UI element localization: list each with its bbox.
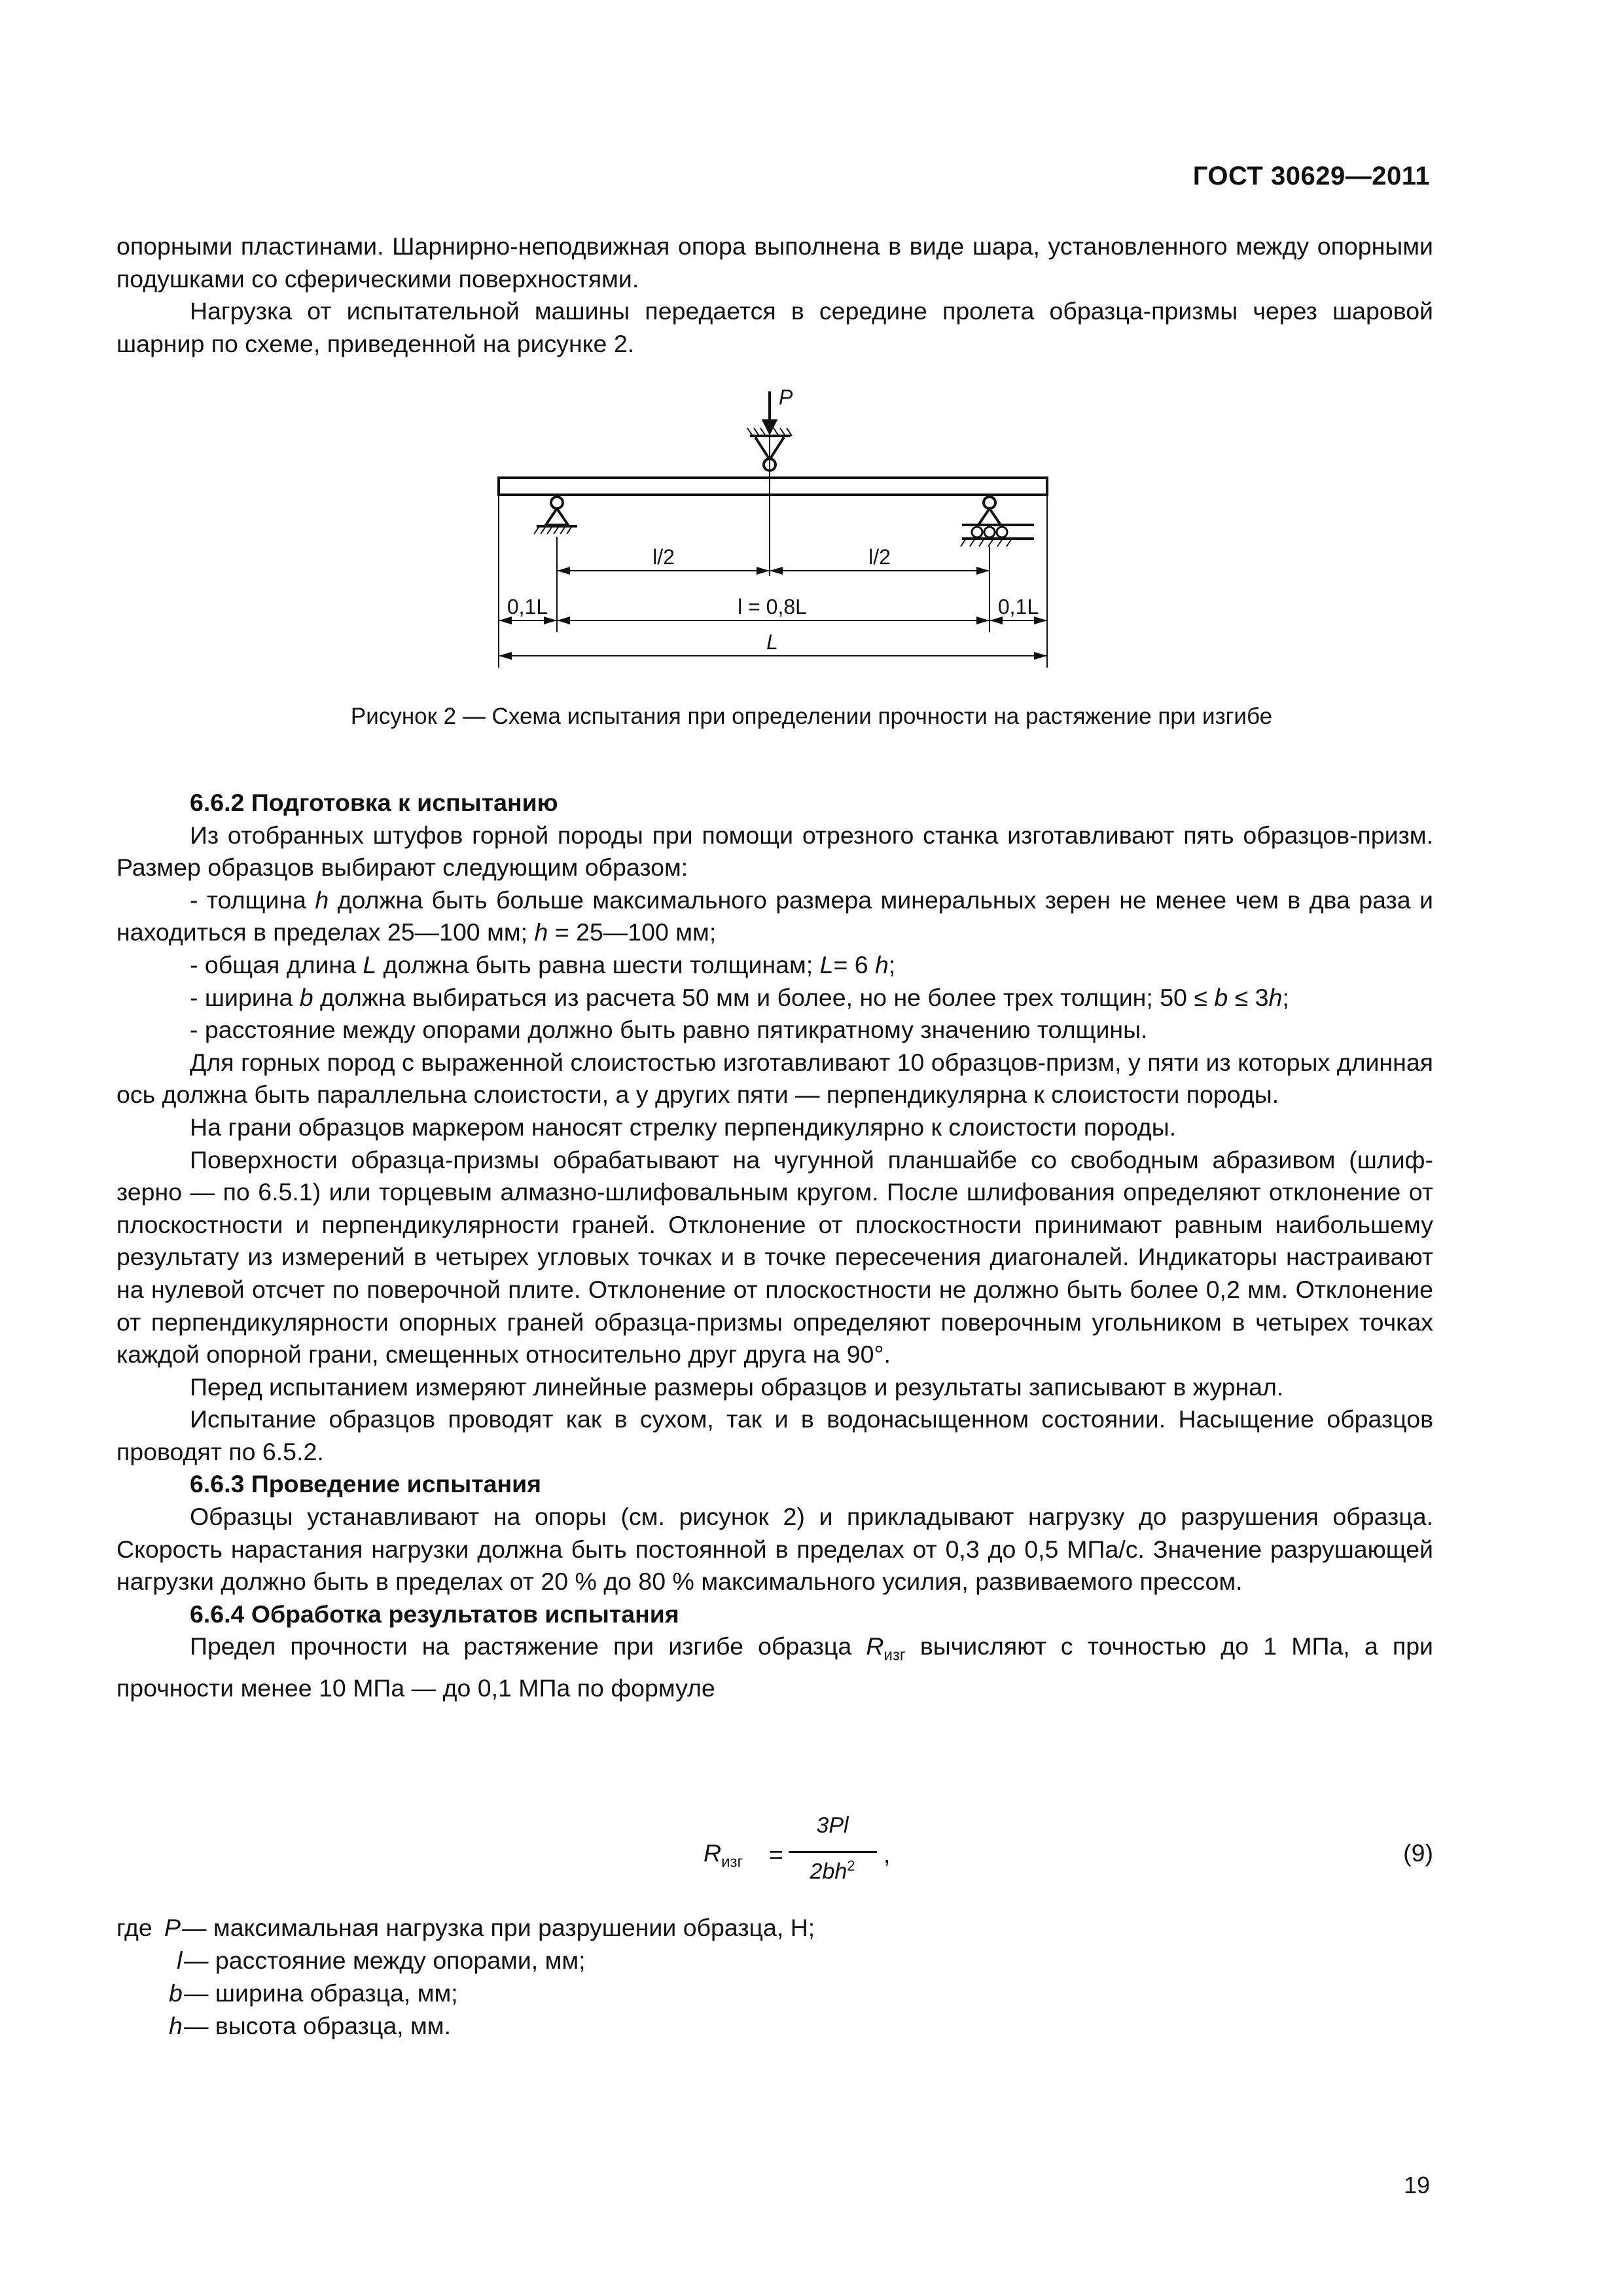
paragraph: Перед испытанием измеряют линейные размеры образцов и результаты записывают в журнал.	[190, 1372, 1284, 1401]
formula-lhs: $R_{изг}$	[704, 1839, 743, 1871]
equation-number: (9)	[1403, 1839, 1433, 1867]
list-item: - ширина b должна выбираться из расчета 50 мм и более, но не более трех толщин; 50 ≤ b ≤ 3h;	[190, 983, 1289, 1011]
paragraph: Образцы устанавливают на опоры (см. рисунок 2) и прикладывают нагрузку до разрушения образца. Скорость нарастания нагрузки должна быть постоянной в пределах от 0,3 до 0,5 МПа/с. Значение разрушающей нагрузки должно быть в пределах от 20 % до 80 % максимального усилия, развиваемого прессом.	[116, 1503, 1433, 1596]
beam	[499, 478, 1047, 495]
total-length-label: L	[766, 630, 778, 654]
load-arrowhead	[763, 420, 776, 433]
load-label: P	[779, 386, 793, 409]
list-item: - общая длина L должна быть равна шести толщинам; L= 6 h;	[190, 950, 896, 978]
fraction-bar	[789, 1851, 877, 1853]
paragraph: На грани образцов маркером наносят стрелку перпендикулярно к слоистости породы.	[190, 1113, 1177, 1141]
paragraph: Нагрузка от испытательной машины передается в середине пролета образца-призмы через шаровой шарнир по схеме, приведенной на рисунке 2.	[116, 297, 1433, 357]
figure-2-beam-scheme	[491, 386, 1067, 674]
left-support-pin	[551, 497, 563, 509]
paragraph: Предел прочности на растяжение при изгибе образца $R_{изг}$ вычисляют с точностью до 1 МПа, а при прочности менее 10 МПа — до 0,1 МПа по формуле	[116, 1632, 1434, 1702]
formula-numerator: 3Pl	[816, 1813, 849, 1838]
right-support-pin	[984, 497, 995, 509]
span-label: l = 0,8L	[738, 595, 807, 619]
intro-text	[116, 230, 1433, 360]
section-heading: 6.6.3 Проведение испытания	[190, 1470, 542, 1498]
section-heading: 6.6.4 Обработка результатов испытания	[190, 1600, 679, 1628]
paragraph: Поверхности образца-призмы обрабатывают на чугунной планшайбе со свободным абразивом (шлиф-зерно — по 6.5.1) или торцевым алмазно-шлифовальным кругом. После шлифования определяют отклонение от плоскостности и перпендикулярности граней. Отклонение от плоскостности принимают равным наибольшему результату из измерений в четырех угловых точках и в точке пересечения диагоналей. Индикаторы настраивают на нулевой отсчет по поверочной плите. Отклонение от плоскостности не должно быть более 0,2 мм. Отклонение от перпендикулярности опорных граней образца-призмы определяют поверочным угольником в четырех точках каждой опорной грани, смещенных относительно друг друга на 90°.	[116, 1145, 1433, 1369]
paragraph: Для горных пород с выраженной слоистостью изготавливают 10 образцов-призм, у пяти из которых длинная ось должна быть параллельна слоистости, а у других пяти — перпендикулярна к слоистости породы.	[116, 1048, 1433, 1109]
document-page: ГОСТ 30629—2011 опорными пластинами. Шарнирно-неподвижная опора выполнена в виде шара, установленного между опорными подушками со сферическими поверхностями. Нагрузка от испытательной машины передается в середине пролета образца-призмы через шаровой шарнир по схеме, приведенной на рисунке 2. P l/2 l/2 0,1L l = 0,8L 0,1L L Рисунок 2 — Схема испытания при определении прочности на растяжение при изгибе 6.6.2 Подготовка к испытанию Из отобранных штуфов горной породы при помощи отрезного станка изготавливают пять образцов-призм. Размер образцов выбирают следующим образом: - толщина h должна быть больше максимального размера минеральных зерен не менее чем в два раза и находиться в пределах 25—100 мм; h = 25—100 мм; - общая длина L должна быть равна шести толщинам; L= 6 h; - ширина b должна выбираться из расчета 50 мм и более, но не более трех толщин; 50 ≤ b ≤ 3h; - расстояние между опорами должно быть равно пятикратному значению толщины. Для горных пород с выраженной слоистостью изготавливают 10 образцов-призм, у пяти из которых длинная ось должна быть параллельна слоистости, а у других пяти — перпендикулярна к слоистости породы. На грани образцов маркером наносят стрелку перпендикулярно к слоистости породы. Поверхности образца-призмы обрабатывают на чугунной планшайбе со свободным абразивом (шлиф-зерно — по 6.5.1) или торцевым алмазно-шлифовальным кругом. После шлифования определяют отклонение от плоскостности и перпендикулярности граней. Отклонение от плоскостности принимают равным наибольшему результату из измерений в четырех угловых точках и в точке пересечения диагоналей. Индикаторы настраивают на нулевой отсчет по поверочной плите. Отклонение от плоскостности не должно быть более 0,2 мм. Отклонение от перпендикулярности опорных граней образца-призмы определяют поверочным угольником в четырех точках каждой опорной грани, смещенных относительно друг друга на 90°. Перед испытанием измеряют линейные размеры образцов и результаты записывают в журнал. Испытание образцов проводят как в сухом, так и в водонасыщенном состоянии. Насыщение образцов проводят по 6.5.2. 6.6.3 Проведение испытания Образцы устанавливают на опоры (см. рисунок 2) и прикладывают нагрузку до разрушения образца. Скорость нарастания нагрузки должна быть постоянной в пределах от 0,3 до 0,5 МПа/с. Значение разрушающей нагрузки должно быть в пределах от 20 % до 80 % максимального усилия, развиваемого прессом. 6.6.4 Обработка результатов испытания Предел прочности на растяжение при изгибе образца $R_{изг}$ вычисляют с точностью до 1 МПа, а при прочности менее 10 МПа — до 0,1 МПа по формуле $R_{изг}$ = 3Pl $2bh^2$ , (9) где P — максимальная нагрузка при разрушении образца, Н; l — расстояние между опорами, мм; b — ширина образца, мм; h — высота образца, мм. 19	[0, 0, 1623, 2296]
page-number: 19	[1403, 2172, 1430, 2198]
left-overhang-label: 0,1L	[507, 595, 548, 619]
list-item: - толщина h должна быть больше максимального размера минеральных зерен не менее чем в два раза и находиться в пределах 25—100 мм; h = 25—100 мм;	[116, 886, 1433, 946]
formula-9: $R_{изг}$ = 3Pl $2bh^2$ ,	[704, 1813, 891, 1884]
half-span-left-label: l/2	[652, 545, 675, 569]
section-heading: 6.6.2 Подготовка к испытанию	[190, 789, 558, 816]
beam-diagram	[491, 386, 1067, 674]
section-6-6-2	[116, 787, 1433, 1704]
list-item: - расстояние между опорами должно быть равно пятикратному значению толщины.	[190, 1016, 1148, 1044]
right-overhang-label: 0,1L	[997, 595, 1039, 619]
figure-caption: Рисунок 2 — Схема испытания при определении прочности на растяжение при изгибе	[350, 704, 1273, 729]
paragraph: опорными пластинами. Шарнирно-неподвижная опора выполнена в виде шара, установленного между опорными подушками со сферическими поверхностями.	[116, 232, 1433, 293]
half-span-right-label: l/2	[868, 545, 891, 569]
standard-header: ГОСТ 30629—2011	[1192, 162, 1430, 190]
paragraph: Испытание образцов проводят как в сухом, так и в водонасыщенном состоянии. Насыщение образцов проводят по 6.5.2.	[116, 1405, 1433, 1465]
paragraph: Из отобранных штуфов горной породы при помощи отрезного станка изготавливают пять образцов-призм. Размер образцов выбирают следующим образом:	[116, 821, 1433, 882]
formula-denominator: $2bh^2$	[810, 1857, 855, 1884]
